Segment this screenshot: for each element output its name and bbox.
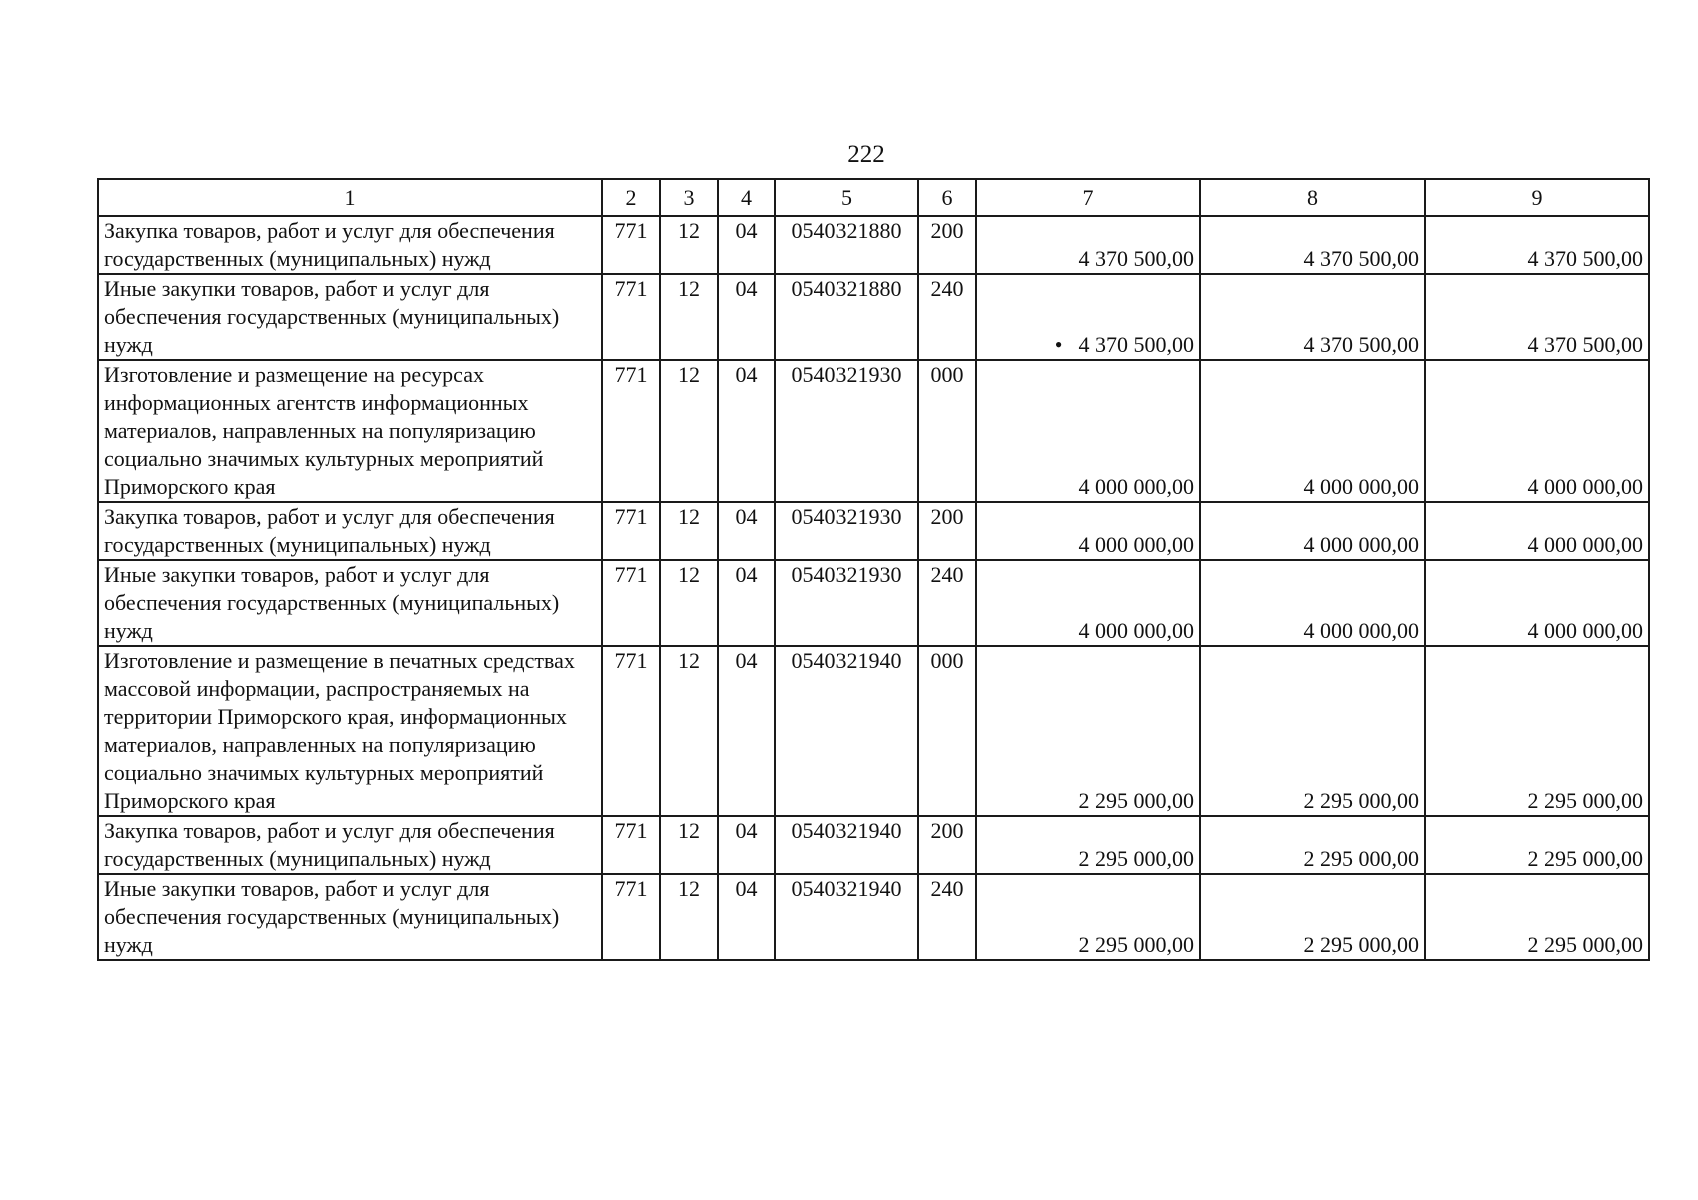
table-header [98, 179, 1649, 216]
amount-col-8: 4 000 000,00 [1200, 560, 1425, 646]
target-article-code: 0540321940 [775, 874, 918, 960]
amount-col-7: 4 000 000,00 [976, 560, 1200, 646]
amount-col-8: 4 000 000,00 [1200, 502, 1425, 560]
target-article-code: 0540321940 [775, 816, 918, 874]
amount-col-8: 2 295 000,00 [1200, 646, 1425, 816]
subsection-code: 04 [718, 216, 775, 274]
table-row [98, 274, 1649, 360]
column-header: 6 [918, 179, 976, 216]
admin-code: 771 [602, 816, 660, 874]
section-code: 12 [660, 360, 718, 502]
target-article-code: 0540321930 [775, 360, 918, 502]
subsection-code: 04 [718, 816, 775, 874]
amount-col-7: 4 000 000,00 [976, 360, 1200, 502]
table-row [98, 874, 1649, 960]
section-code: 12 [660, 216, 718, 274]
amount-col-8: 4 370 500,00 [1200, 216, 1425, 274]
row-description: Иные закупки товаров, работ и услуг для обеспечения государственных (муниципальных) нужд [98, 874, 602, 960]
table-row [98, 646, 1649, 816]
column-header: 9 [1425, 179, 1649, 216]
amount-col-9: 2 295 000,00 [1425, 874, 1649, 960]
table-row [98, 502, 1649, 560]
column-header: 5 [775, 179, 918, 216]
row-description: Иные закупки товаров, работ и услуг для обеспечения государственных (муниципальных) нужд [98, 274, 602, 360]
budget-table [97, 178, 1650, 961]
target-article-code: 0540321930 [775, 502, 918, 560]
amount-col-7: 4 000 000,00 [976, 502, 1200, 560]
admin-code: 771 [602, 560, 660, 646]
section-code: 12 [660, 646, 718, 816]
expense-type-code: 240 [918, 560, 976, 646]
expense-type-code: 200 [918, 502, 976, 560]
column-header: 7 [976, 179, 1200, 216]
amount-col-8: 2 295 000,00 [1200, 874, 1425, 960]
admin-code: 771 [602, 216, 660, 274]
scan-speck: • [1054, 332, 1063, 357]
row-description: Иные закупки товаров, работ и услуг для обеспечения государственных (муниципальных) нужд [98, 560, 602, 646]
amount-col-9: 4 000 000,00 [1425, 360, 1649, 502]
expense-type-code: 000 [918, 646, 976, 816]
page-number: 222 [847, 141, 885, 168]
column-header: 8 [1200, 179, 1425, 216]
expense-type-code: 240 [918, 874, 976, 960]
amount-col-7: 2 295 000,00 [976, 816, 1200, 874]
row-description: Изготовление и размещение на ресурсах информационных агентств информационных материалов, направленных на популяризацию социально значимых культурных мероприятий Приморского края [98, 360, 602, 502]
amount-col-9: 4 370 500,00 [1425, 274, 1649, 360]
admin-code: 771 [602, 502, 660, 560]
subsection-code: 04 [718, 502, 775, 560]
column-header: 3 [660, 179, 718, 216]
row-description: Закупка товаров, работ и услуг для обеспечения государственных (муниципальных) нужд [98, 502, 602, 560]
amount-col-8: 2 295 000,00 [1200, 816, 1425, 874]
amount-value: 4 370 500,00 [1078, 332, 1194, 357]
amount-col-7 [976, 274, 1200, 360]
section-code: 12 [660, 874, 718, 960]
column-header: 2 [602, 179, 660, 216]
subsection-code: 04 [718, 360, 775, 502]
admin-code: 771 [602, 274, 660, 360]
expense-type-code: 000 [918, 360, 976, 502]
admin-code: 771 [602, 360, 660, 502]
row-description: Закупка товаров, работ и услуг для обеспечения государственных (муниципальных) нужд [98, 816, 602, 874]
table-row [98, 816, 1649, 874]
admin-code: 771 [602, 646, 660, 816]
target-article-code: 0540321880 [775, 274, 918, 360]
expense-type-code: 200 [918, 216, 976, 274]
amount-col-9: 2 295 000,00 [1425, 646, 1649, 816]
amount-col-7: 4 370 500,00 [976, 216, 1200, 274]
target-article-code: 0540321940 [775, 646, 918, 816]
column-header: 1 [98, 179, 602, 216]
amount-col-9: 2 295 000,00 [1425, 816, 1649, 874]
row-description: Закупка товаров, работ и услуг для обеспечения государственных (муниципальных) нужд [98, 216, 602, 274]
table-row [98, 216, 1649, 274]
amount-col-7: 2 295 000,00 [976, 874, 1200, 960]
section-code: 12 [660, 502, 718, 560]
column-header: 4 [718, 179, 775, 216]
expense-type-code: 200 [918, 816, 976, 874]
amount-col-9: 4 000 000,00 [1425, 560, 1649, 646]
subsection-code: 04 [718, 874, 775, 960]
amount-col-9: 4 370 500,00 [1425, 216, 1649, 274]
table-row [98, 360, 1649, 502]
table-row [98, 560, 1649, 646]
expense-type-code: 240 [918, 274, 976, 360]
amount-col-8: 4 000 000,00 [1200, 360, 1425, 502]
header-row [98, 179, 1649, 216]
section-code: 12 [660, 274, 718, 360]
subsection-code: 04 [718, 560, 775, 646]
section-code: 12 [660, 816, 718, 874]
row-description: Изготовление и размещение в печатных средствах массовой информации, распространяемых на территории Приморского края, информационных материалов, направленных на популяризацию социально значимых культурных мероприятий Приморского края [98, 646, 602, 816]
section-code: 12 [660, 560, 718, 646]
amount-col-8: 4 370 500,00 [1200, 274, 1425, 360]
subsection-code: 04 [718, 646, 775, 816]
subsection-code: 04 [718, 274, 775, 360]
table-body [98, 216, 1649, 960]
target-article-code: 0540321930 [775, 560, 918, 646]
target-article-code: 0540321880 [775, 216, 918, 274]
amount-col-7: 2 295 000,00 [976, 646, 1200, 816]
amount-col-9: 4 000 000,00 [1425, 502, 1649, 560]
admin-code: 771 [602, 874, 660, 960]
